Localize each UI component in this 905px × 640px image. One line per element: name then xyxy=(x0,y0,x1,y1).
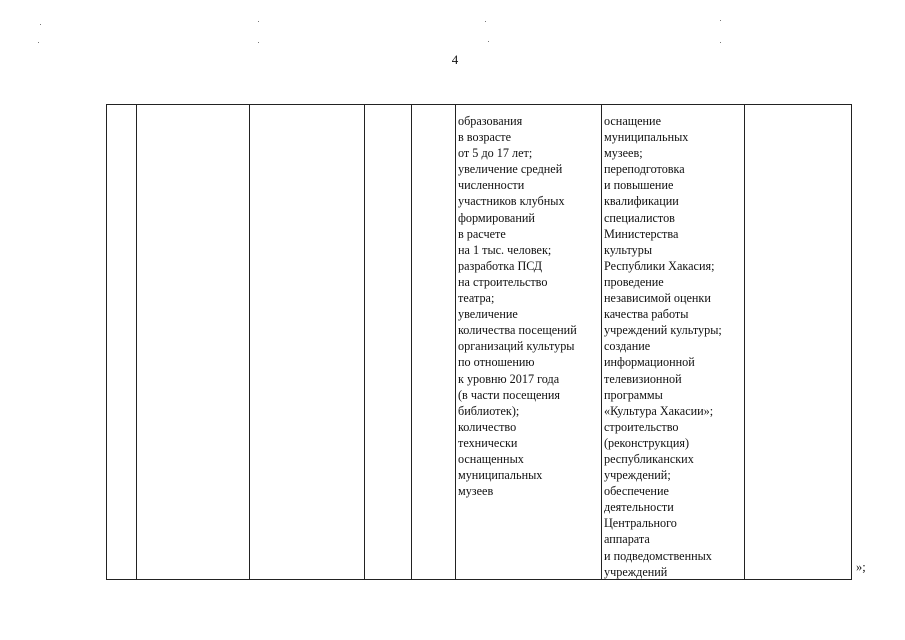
text-line: оснащенных xyxy=(458,451,524,466)
cell-main-measures xyxy=(604,113,722,580)
text-line: разработка ПСД xyxy=(458,258,543,273)
text-line: музеев; xyxy=(604,146,643,161)
text-line: муниципальных xyxy=(604,130,689,145)
text-line: независимой оценки xyxy=(604,291,711,306)
scan-speck xyxy=(40,24,41,25)
column-divider xyxy=(601,105,602,579)
column-divider xyxy=(136,105,137,579)
text-line: учреждений; xyxy=(604,468,671,483)
text-line: организаций культуры xyxy=(458,339,575,354)
text-line: формирований xyxy=(458,210,535,225)
text-line: создание xyxy=(604,339,651,354)
text-line: музеев xyxy=(458,484,494,499)
text-line: деятельности xyxy=(604,500,674,515)
text-line: и подведомственных xyxy=(604,548,712,563)
text-line: Центрального xyxy=(604,516,677,531)
text-line: качества работы xyxy=(604,307,689,322)
text-line: технически xyxy=(458,435,518,450)
text-line: от 5 до 17 лет; xyxy=(458,146,533,161)
text-line: участников клубных xyxy=(458,194,565,209)
text-line: увеличение средней xyxy=(458,162,563,177)
text-line: программы xyxy=(604,387,663,402)
text-line: и повышение xyxy=(604,178,674,193)
scan-speck xyxy=(258,21,259,22)
scan-speck xyxy=(258,42,259,43)
text-line: телевизионной xyxy=(604,371,682,386)
text-line: информационной xyxy=(604,355,695,370)
text-line: в расчете xyxy=(458,226,506,241)
text-line: Республики Хакасия; xyxy=(604,258,715,273)
scan-speck xyxy=(485,21,486,22)
cell-target-indicators xyxy=(458,113,577,499)
text-line: к уровню 2017 года xyxy=(458,371,560,386)
column-divider xyxy=(411,105,412,579)
text-line: на строительство xyxy=(458,274,548,289)
text-line: количество xyxy=(458,419,517,434)
text-line: аппарата xyxy=(604,532,650,547)
text-line: численности xyxy=(458,178,525,193)
text-line: «Культура Хакасии»; xyxy=(604,403,714,418)
text-line: учреждений xyxy=(604,564,668,579)
text-line: муниципальных xyxy=(458,468,543,483)
text-line: образования xyxy=(458,114,523,128)
text-line: строительство xyxy=(604,419,679,434)
column-divider xyxy=(364,105,365,579)
text-line: увеличение xyxy=(458,307,518,322)
scan-speck xyxy=(38,42,39,43)
column-divider xyxy=(744,105,745,579)
table-fragment xyxy=(106,104,852,580)
text-line: Министерства xyxy=(604,226,679,241)
text-line: оснащение xyxy=(604,114,661,128)
text-line: (реконструкция) xyxy=(604,435,690,450)
text-line: республиканских xyxy=(604,451,694,466)
text-line: проведение xyxy=(604,274,664,289)
text-line: библиотек); xyxy=(458,403,520,418)
closing-quote-mark: »; xyxy=(856,560,866,574)
text-line: специалистов xyxy=(604,210,675,225)
text-line: (в части посещения xyxy=(458,387,561,402)
column-divider xyxy=(455,105,456,579)
column-divider xyxy=(249,105,250,579)
text-line: в возрасте xyxy=(458,130,512,145)
text-line: театра; xyxy=(458,291,495,306)
text-line: обеспечение xyxy=(604,484,669,499)
text-line: на 1 тыс. человек; xyxy=(458,242,552,257)
text-line: количества посещений xyxy=(458,323,577,338)
scan-speck xyxy=(720,20,721,21)
page-number: 4 xyxy=(451,52,459,67)
text-line: учреждений культуры; xyxy=(604,323,722,338)
scan-speck xyxy=(720,42,721,43)
scan-speck xyxy=(488,41,489,42)
text-line: квалификации xyxy=(604,194,679,209)
text-line: по отношению xyxy=(458,355,535,370)
text-line: культуры xyxy=(604,242,653,257)
text-line: переподготовка xyxy=(604,162,685,177)
